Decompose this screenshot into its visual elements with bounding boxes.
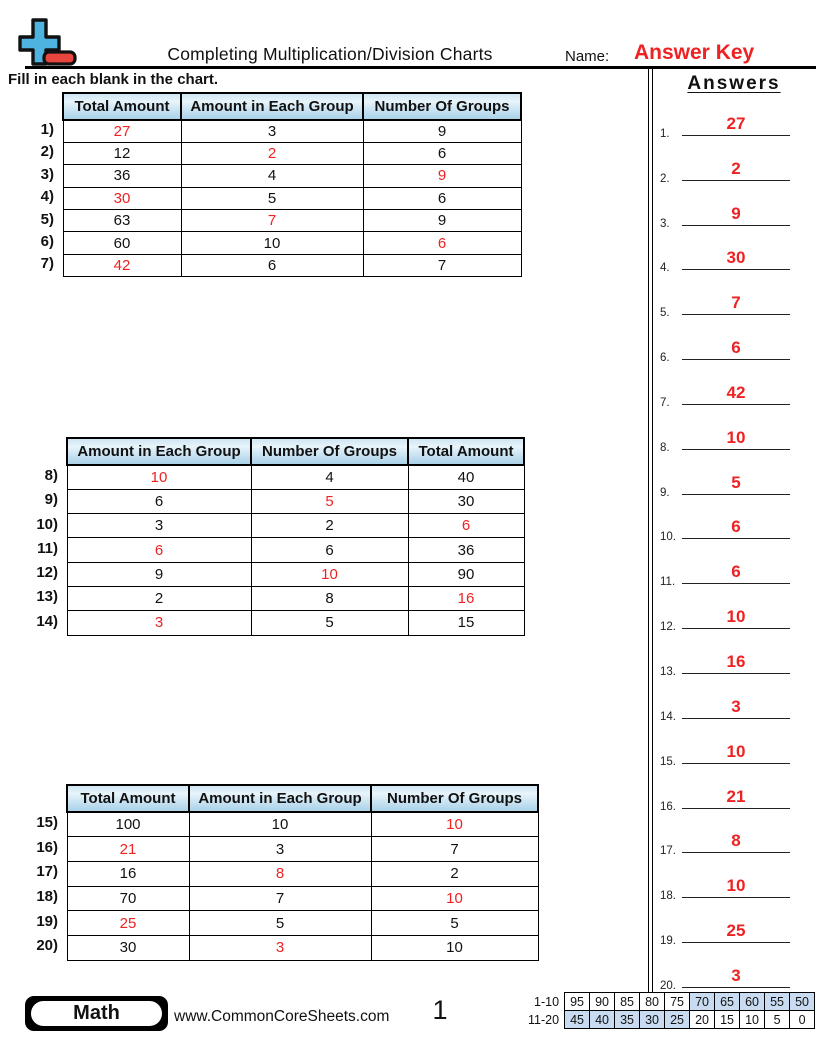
column-header: Number Of Groups [371, 785, 538, 812]
given-value-cell: 6 [363, 187, 521, 209]
filled-answer-cell: 27 [63, 120, 181, 142]
score-percent-cell: 65 [715, 993, 740, 1011]
filled-answer-cell: 8 [189, 861, 371, 886]
table-row [63, 232, 521, 254]
answer-item [652, 141, 816, 186]
table-row [67, 562, 524, 586]
answer-blank-line [682, 942, 790, 943]
answer-blank-line [682, 628, 790, 629]
answer-blank-line [682, 897, 790, 898]
filled-answer-cell: 6 [363, 232, 521, 254]
given-value-cell: 3 [181, 120, 363, 142]
answer-value: 21 [726, 786, 746, 806]
answer-value: 27 [726, 113, 746, 133]
answer-item [652, 455, 816, 500]
filled-answer-cell: 10 [371, 812, 538, 837]
problem-number: 4) [40, 188, 54, 206]
answer-blank-line [682, 852, 790, 853]
answer-number: 1. [660, 127, 670, 140]
answer-number: 8. [660, 441, 670, 454]
filled-answer-cell: 42 [63, 254, 181, 276]
answer-number: 5. [660, 307, 670, 320]
table-row [67, 465, 524, 489]
answer-blank-line [682, 538, 790, 539]
answer-item [652, 679, 816, 724]
given-value-cell: 2 [67, 586, 251, 610]
column-header: Total Amount [67, 785, 189, 812]
score-percent-cell: 30 [640, 1011, 665, 1029]
answer-value: 10 [726, 607, 746, 627]
answer-blank-line [682, 987, 790, 988]
answer-item [652, 903, 816, 948]
row-number-labels [16, 92, 62, 277]
given-value-cell: 9 [67, 562, 251, 586]
given-value-cell: 10 [371, 935, 538, 960]
table-row [63, 187, 521, 209]
answer-item [652, 948, 816, 993]
website-url: www.CommonCoreSheets.com [174, 1008, 390, 1025]
answer-blank-line [682, 808, 790, 809]
table-row [63, 120, 521, 142]
given-value-cell: 6 [251, 538, 408, 562]
score-percent-cell: 10 [740, 1011, 765, 1029]
answer-blank-line [682, 449, 790, 450]
given-value-cell: 6 [363, 142, 521, 164]
given-value-cell: 5 [189, 911, 371, 936]
answer-item [652, 500, 816, 545]
answer-number: 13. [660, 665, 676, 678]
given-value-cell: 2 [371, 861, 538, 886]
score-percent-cell: 5 [765, 1011, 790, 1029]
answer-item [652, 320, 816, 365]
answer-number: 17. [660, 845, 676, 858]
answer-number: 10. [660, 531, 676, 544]
answer-blank-line [682, 404, 790, 405]
answer-value: 2 [731, 158, 741, 178]
answer-value: 5 [731, 472, 741, 492]
score-percent-cell: 80 [640, 993, 665, 1011]
answer-blank-line [682, 583, 790, 584]
table-row [63, 210, 521, 232]
given-value-cell: 16 [67, 861, 189, 886]
filled-answer-cell: 7 [181, 210, 363, 232]
score-percent-cell: 40 [590, 1011, 615, 1029]
table-row [63, 165, 521, 187]
answer-item [652, 186, 816, 231]
filled-answer-cell: 9 [363, 165, 521, 187]
problem-number: 8) [44, 467, 58, 484]
given-value-cell: 5 [251, 611, 408, 635]
given-value-cell: 4 [181, 165, 363, 187]
score-percent-cell: 20 [690, 1011, 715, 1029]
answer-item [652, 814, 816, 859]
answer-number: 20. [660, 979, 676, 992]
answer-blank-line [682, 673, 790, 674]
answer-number: 18. [660, 890, 676, 903]
chart-section-3 [20, 784, 539, 961]
given-value-cell: 7 [189, 886, 371, 911]
table-row [67, 886, 538, 911]
given-value-cell: 60 [63, 232, 181, 254]
answer-number: 19. [660, 935, 676, 948]
table-row [67, 861, 538, 886]
filled-answer-cell: 10 [371, 886, 538, 911]
column-header: Amount in Each Group [67, 438, 251, 465]
given-value-cell: 10 [181, 232, 363, 254]
answer-blank-line [682, 494, 790, 495]
given-value-cell: 36 [408, 538, 524, 562]
score-row [528, 1011, 815, 1029]
given-value-cell: 100 [67, 812, 189, 837]
score-percent-cell: 45 [565, 1011, 590, 1029]
chart-section-1 [16, 92, 522, 277]
given-value-cell: 36 [63, 165, 181, 187]
table-row [67, 489, 524, 513]
filled-answer-cell: 6 [408, 514, 524, 538]
problem-number: 17) [36, 863, 58, 881]
table-row [67, 514, 524, 538]
answer-blank-line [682, 269, 790, 270]
answer-value: 30 [726, 248, 746, 268]
subject-badge [25, 996, 168, 1031]
problem-number: 7) [40, 255, 54, 273]
score-percent-cell: 90 [590, 993, 615, 1011]
table-row [67, 538, 524, 562]
answer-value: 6 [731, 562, 741, 582]
answer-number: 15. [660, 755, 676, 768]
filled-answer-cell: 21 [67, 837, 189, 862]
score-percent-cell: 85 [615, 993, 640, 1011]
answer-blank-line [682, 225, 790, 226]
answers-title: Answers [687, 73, 781, 94]
answer-number: 16. [660, 800, 676, 813]
score-row [528, 993, 815, 1011]
given-value-cell: 40 [408, 465, 524, 489]
table-row [63, 142, 521, 164]
answer-value: 10 [726, 876, 746, 896]
page-title: Completing Multiplication/Division Charts [167, 44, 493, 64]
answer-item [652, 275, 816, 320]
header-divider [25, 66, 816, 69]
problem-number: 13) [36, 588, 58, 606]
problem-number: 3) [40, 165, 54, 183]
filled-answer-cell: 5 [251, 489, 408, 513]
page-number: 1 [432, 995, 448, 1025]
score-percent-cell: 60 [740, 993, 765, 1011]
problem-number: 18) [36, 888, 58, 906]
given-value-cell: 8 [251, 586, 408, 610]
table-row [67, 911, 538, 936]
given-value-cell: 6 [67, 489, 251, 513]
answer-value: 3 [731, 696, 741, 716]
answer-number: 11. [660, 576, 676, 589]
given-value-cell: 9 [363, 210, 521, 232]
instructions-text: Fill in each blank in the chart. [8, 71, 219, 88]
plus-minus-math-logo-icon [12, 12, 78, 73]
answer-value: 10 [726, 741, 746, 761]
answer-blank-line [682, 314, 790, 315]
given-value-cell: 2 [251, 514, 408, 538]
chart-section-2 [20, 437, 525, 636]
answer-blank-line [682, 180, 790, 181]
given-value-cell: 7 [371, 837, 538, 862]
problem-number: 2) [40, 143, 54, 161]
score-percent-cell: 35 [615, 1011, 640, 1029]
answer-value: 6 [731, 338, 741, 358]
answer-value: 9 [731, 203, 741, 223]
answer-item [652, 769, 816, 814]
answer-item [652, 544, 816, 589]
given-value-cell: 30 [408, 489, 524, 513]
score-range-label: 11-20 [528, 1012, 560, 1027]
table-row [67, 935, 538, 960]
answer-number: 7. [660, 396, 670, 409]
problem-number: 20) [36, 937, 58, 955]
multiplication-table-2 [66, 437, 525, 636]
problem-number: 10) [36, 515, 58, 533]
column-header: Number Of Groups [251, 438, 408, 465]
given-value-cell: 90 [408, 562, 524, 586]
given-value-cell: 5 [371, 911, 538, 936]
answer-value: 8 [731, 831, 741, 851]
problem-number: 5) [40, 210, 54, 228]
subject-label: Math [29, 999, 164, 1028]
problem-number: 14) [36, 612, 58, 630]
score-percent-cell: 15 [715, 1011, 740, 1029]
name-value-answer-key: Answer Key [634, 41, 755, 64]
given-value-cell: 30 [67, 935, 189, 960]
filled-answer-cell: 25 [67, 911, 189, 936]
table-row [63, 254, 521, 276]
answer-item [652, 724, 816, 769]
filled-answer-cell: 30 [63, 187, 181, 209]
answer-number: 12. [660, 621, 676, 634]
answer-item [652, 231, 816, 276]
filled-answer-cell: 6 [67, 538, 251, 562]
given-value-cell: 6 [181, 254, 363, 276]
score-percent-cell: 75 [665, 993, 690, 1011]
given-value-cell: 5 [181, 187, 363, 209]
given-value-cell: 3 [189, 837, 371, 862]
given-value-cell: 63 [63, 210, 181, 232]
problem-number: 9) [44, 491, 58, 509]
filled-answer-cell: 3 [189, 935, 371, 960]
problem-number: 11) [37, 539, 58, 557]
answer-value: 6 [731, 517, 741, 537]
problem-number: 15) [36, 814, 58, 831]
filled-answer-cell: 16 [408, 586, 524, 610]
column-header: Total Amount [408, 438, 524, 465]
score-percent-cell: 25 [665, 1011, 690, 1029]
answer-value: 10 [726, 427, 746, 447]
answer-number: 3. [660, 217, 670, 230]
answer-value: 42 [726, 382, 746, 402]
answer-number: 2. [660, 172, 670, 185]
answer-item [652, 96, 816, 141]
problem-number: 12) [36, 564, 58, 582]
filled-answer-cell: 3 [67, 611, 251, 635]
given-value-cell: 70 [67, 886, 189, 911]
answer-number: 14. [660, 710, 676, 723]
filled-answer-cell: 10 [251, 562, 408, 586]
given-value-cell: 9 [363, 120, 521, 142]
column-header: Total Amount [63, 93, 181, 120]
table-row [67, 812, 538, 837]
score-percent-cell: 0 [790, 1011, 815, 1029]
answer-number: 4. [660, 262, 670, 275]
given-value-cell: 10 [189, 812, 371, 837]
given-value-cell: 12 [63, 142, 181, 164]
grading-score-table [528, 992, 815, 1029]
answer-value: 7 [731, 293, 741, 313]
answer-value: 25 [726, 921, 746, 941]
answer-number: 9. [660, 486, 670, 499]
score-percent-cell: 55 [765, 993, 790, 1011]
row-number-labels [20, 437, 66, 636]
answer-blank-line [682, 135, 790, 136]
answers-list [652, 96, 816, 993]
filled-answer-cell: 2 [181, 142, 363, 164]
answer-item [652, 589, 816, 634]
score-percent-cell: 70 [690, 993, 715, 1011]
answer-blank-line [682, 359, 790, 360]
answer-value: 3 [731, 965, 741, 985]
row-number-labels [20, 784, 66, 961]
multiplication-table-1 [62, 92, 522, 277]
problem-number: 19) [36, 912, 58, 930]
given-value-cell: 4 [251, 465, 408, 489]
name-label: Name: [565, 48, 610, 65]
column-header: Number Of Groups [363, 93, 521, 120]
answer-item [652, 365, 816, 410]
answer-number: 6. [660, 352, 670, 365]
score-percent-cell: 95 [565, 993, 590, 1011]
given-value-cell: 3 [67, 514, 251, 538]
answer-blank-line [682, 718, 790, 719]
column-header: Amount in Each Group [181, 93, 363, 120]
table-row [67, 611, 524, 635]
given-value-cell: 7 [363, 254, 521, 276]
column-header: Amount in Each Group [189, 785, 371, 812]
answer-value: 16 [726, 651, 746, 671]
answer-item [652, 410, 816, 455]
table-row [67, 586, 524, 610]
score-percent-cell: 50 [790, 993, 815, 1011]
problem-number: 6) [40, 232, 54, 250]
score-range-label: 1-10 [534, 994, 560, 1009]
given-value-cell: 15 [408, 611, 524, 635]
multiplication-table-3 [66, 784, 539, 961]
filled-answer-cell: 10 [67, 465, 251, 489]
problem-number: 16) [36, 838, 58, 856]
answer-blank-line [682, 763, 790, 764]
problem-number: 1) [40, 121, 54, 138]
answer-item [652, 858, 816, 903]
table-row [67, 837, 538, 862]
answer-item [652, 634, 816, 679]
